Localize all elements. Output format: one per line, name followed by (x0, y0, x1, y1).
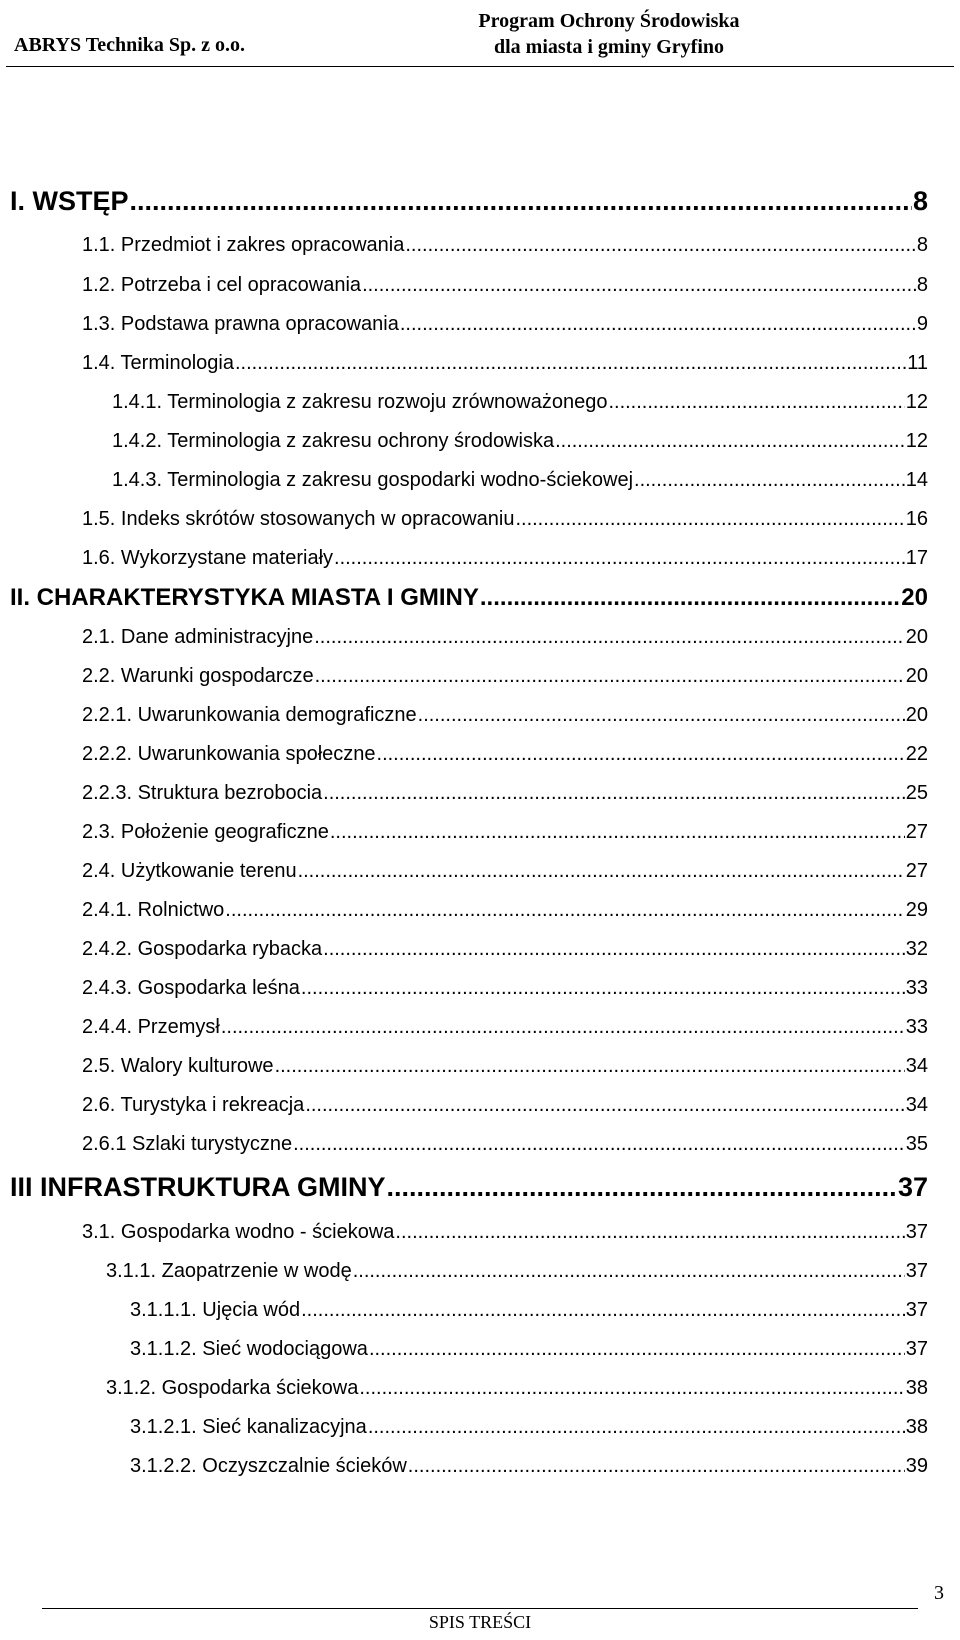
toc-entry-page: 25 (905, 782, 928, 804)
toc-entry-label: II. CHARAKTERYSTYKA MIASTA I GMINY (10, 584, 479, 611)
toc-entry-label: 2.4.3. Gospodarka leśna (82, 977, 300, 999)
toc-entry-page: 39 (905, 1455, 928, 1477)
toc-entry-label: 3.1.1.1. Ujęcia wód (130, 1299, 301, 1321)
toc-entry[interactable] (82, 899, 928, 922)
toc-entry[interactable] (82, 743, 928, 766)
toc-entry[interactable] (10, 186, 928, 217)
toc-entry-label: 2.4.1. Rolnictwo (82, 899, 225, 921)
toc-entry-label: 2.4.2. Gospodarka rybacka (82, 938, 323, 960)
toc-entry[interactable] (130, 1455, 928, 1478)
toc-dot-leader (368, 1416, 905, 1439)
toc-entry[interactable] (82, 234, 928, 257)
toc-entry-page: 16 (905, 508, 928, 530)
toc-entry-page: 38 (905, 1377, 928, 1399)
toc-dot-leader (359, 1377, 904, 1400)
toc-dot-leader (323, 938, 905, 961)
toc-dot-leader (405, 234, 916, 257)
toc-entry[interactable] (82, 1094, 928, 1117)
toc-dot-leader (235, 352, 906, 375)
toc-entry-label: 3.1. Gospodarka wodno - ściekowa (82, 1221, 395, 1243)
header-divider (6, 66, 954, 67)
toc-entry[interactable] (130, 1338, 928, 1361)
footer-title: SPIS TREŚCI (428, 1612, 532, 1632)
toc-dot-leader (221, 1016, 905, 1039)
toc-dot-leader (377, 743, 905, 766)
toc-entry[interactable] (10, 584, 928, 612)
toc-entry[interactable] (82, 1133, 928, 1156)
toc-entry-label: 1.4. Terminologia (82, 352, 234, 374)
toc-entry-label: 2.1. Dane administracyjne (82, 626, 314, 648)
toc-dot-leader (515, 508, 904, 531)
toc-entry-label: I. WSTĘP (10, 186, 129, 216)
toc-entry-page: 35 (905, 1133, 928, 1155)
toc-entry-page: 17 (905, 547, 928, 569)
toc-entry-label: 3.1.2. Gospodarka ściekowa (106, 1377, 359, 1399)
toc-entry[interactable] (82, 665, 928, 688)
toc-entry[interactable] (82, 274, 928, 297)
toc-entry-page: 8 (916, 274, 928, 296)
toc-entry-page: 32 (905, 938, 928, 960)
toc-entry-page: 9 (916, 313, 928, 335)
toc-dot-leader (301, 977, 905, 1000)
toc-entry-page: 11 (907, 352, 928, 374)
toc-entry-page: 20 (905, 704, 928, 726)
toc-dot-leader (353, 1260, 905, 1283)
toc-dot-leader (225, 899, 904, 922)
toc-entry-label: 2.4.4. Przemysł (82, 1016, 220, 1038)
toc-entry-page: 8 (916, 234, 928, 256)
toc-entry-page: 37 (897, 1172, 928, 1202)
toc-entry-label: 2.2. Warunki gospodarcze (82, 665, 314, 687)
toc-entry-label: 2.4. Użytkowanie terenu (82, 860, 297, 882)
toc-entry-label: 3.1.1. Zaopatrzenie w wodę (106, 1260, 352, 1282)
toc-entry-label: 1.4.3. Terminologia z zakresu gospodarki wodno-ściekowej (112, 469, 634, 491)
toc-dot-leader (314, 626, 905, 649)
toc-dot-leader (305, 1094, 904, 1117)
toc-entry[interactable] (10, 1172, 928, 1203)
toc-dot-leader (408, 1455, 905, 1478)
toc-dot-leader (555, 430, 905, 453)
toc-dot-leader (400, 313, 916, 336)
toc-entry-label: 2.2.3. Struktura bezrobocia (82, 782, 323, 804)
toc-dot-leader (480, 584, 900, 612)
toc-dot-leader (362, 274, 916, 297)
toc-entry[interactable] (82, 821, 928, 844)
toc-dot-leader (634, 469, 905, 492)
toc-entry-page: 37 (905, 1221, 928, 1243)
toc-dot-leader (275, 1055, 905, 1078)
toc-entry-label: 2.2.2. Uwarunkowania społeczne (82, 743, 376, 765)
toc-entry-page: 20 (901, 584, 928, 611)
toc-dot-leader (301, 1299, 905, 1322)
toc-entry-page: 37 (905, 1260, 928, 1282)
toc-entry[interactable] (106, 1377, 928, 1400)
program-title-line1: Program Ochrony Środowiska (478, 10, 740, 32)
toc-entry[interactable] (82, 547, 928, 570)
toc-dot-leader (386, 1172, 896, 1203)
toc-entry-page: 12 (905, 391, 928, 413)
toc-entry-page: 33 (905, 977, 928, 999)
toc-dot-leader (418, 704, 905, 727)
toc-dot-leader (323, 782, 905, 805)
toc-entry[interactable] (82, 1055, 928, 1078)
toc-entry[interactable] (82, 352, 928, 375)
toc-entry-label: 1.1. Przedmiot i zakres opracowania (82, 234, 405, 256)
toc-entry[interactable] (130, 1416, 928, 1439)
toc-entry-page: 33 (905, 1016, 928, 1038)
toc-entry-page: 12 (905, 430, 928, 452)
program-title (454, 8, 764, 60)
toc-entry-page: 27 (905, 821, 928, 843)
program-title-line2: dla miasta i gminy Gryfino (493, 36, 724, 58)
toc-entry[interactable] (112, 469, 928, 492)
toc-entry[interactable] (82, 1016, 928, 1039)
toc-entry-label: III INFRASTRUKTURA GMINY (10, 1172, 386, 1202)
toc-entry-label: 1.5. Indeks skrótów stosowanych w opracowaniu (82, 508, 515, 530)
toc-entry-page: 37 (905, 1299, 928, 1321)
toc-entry[interactable] (112, 391, 928, 414)
toc-entry-page: 27 (905, 860, 928, 882)
toc-entry-label: 2.2.1. Uwarunkowania demograficzne (82, 704, 417, 726)
toc-entry[interactable] (82, 782, 928, 805)
toc-dot-leader (330, 821, 905, 844)
toc-entry[interactable] (82, 313, 928, 336)
toc-entry-page: 8 (912, 186, 928, 216)
toc-dot-leader (298, 860, 905, 883)
page-number: 3 (934, 1582, 944, 1604)
toc-entry-page: 34 (905, 1055, 928, 1077)
toc-entry-page: 37 (905, 1338, 928, 1360)
toc-dot-leader (395, 1221, 904, 1244)
toc-entry-label: 2.6. Turystyka i rekreacja (82, 1094, 305, 1116)
toc-entry-label: 1.2. Potrzeba i cel opracowania (82, 274, 362, 296)
toc-entry[interactable] (106, 1260, 928, 1283)
toc-entry-label: 1.6. Wykorzystane materiały (82, 547, 334, 569)
toc-entry-page: 29 (905, 899, 928, 921)
toc-entry-label: 3.1.1.2. Sieć wodociągowa (130, 1338, 368, 1360)
toc-entry-page: 34 (905, 1094, 928, 1116)
toc-dot-leader (369, 1338, 905, 1361)
toc-entry-label: 3.1.2.1. Sieć kanalizacyjna (130, 1416, 367, 1438)
toc-entry[interactable] (82, 1221, 928, 1244)
footer-divider (42, 1608, 918, 1609)
toc-dot-leader (334, 547, 905, 570)
toc-entry-label: 1.3. Podstawa prawna opracowania (82, 313, 399, 335)
toc-entry-page: 22 (905, 743, 928, 765)
toc-entry[interactable] (82, 508, 928, 531)
toc-entry-label: 3.1.2.2. Oczyszczalnie ścieków (130, 1455, 407, 1477)
toc-entry[interactable] (82, 704, 928, 727)
toc-dot-leader (293, 1133, 905, 1156)
toc-entry-page: 38 (905, 1416, 928, 1438)
toc-entry-page: 14 (905, 469, 928, 491)
toc-entry[interactable] (82, 938, 928, 961)
toc-entry[interactable] (82, 977, 928, 1000)
toc-entry-label: 2.3. Położenie geograficzne (82, 821, 329, 843)
toc-entry[interactable] (82, 860, 928, 883)
toc-entry-page: 20 (905, 626, 928, 648)
toc-dot-leader (130, 186, 912, 217)
toc-entry-label: 1.4.2. Terminologia z zakresu ochrony środowiska (112, 430, 555, 452)
toc-entry[interactable] (82, 626, 928, 649)
toc-dot-leader (608, 391, 904, 414)
toc-entry[interactable] (112, 430, 928, 453)
toc-entry[interactable] (130, 1299, 928, 1322)
toc-entry-page: 20 (905, 665, 928, 687)
toc-dot-leader (315, 665, 905, 688)
toc-entry-label: 2.5. Walory kulturowe (82, 1055, 274, 1077)
company-name: ABRYS Technika Sp. z o.o. (14, 34, 246, 56)
toc-entry-label: 1.4.1. Terminologia z zakresu rozwoju zrównoważonego (112, 391, 608, 413)
toc-entry-label: 2.6.1 Szlaki turystyczne (82, 1133, 293, 1155)
